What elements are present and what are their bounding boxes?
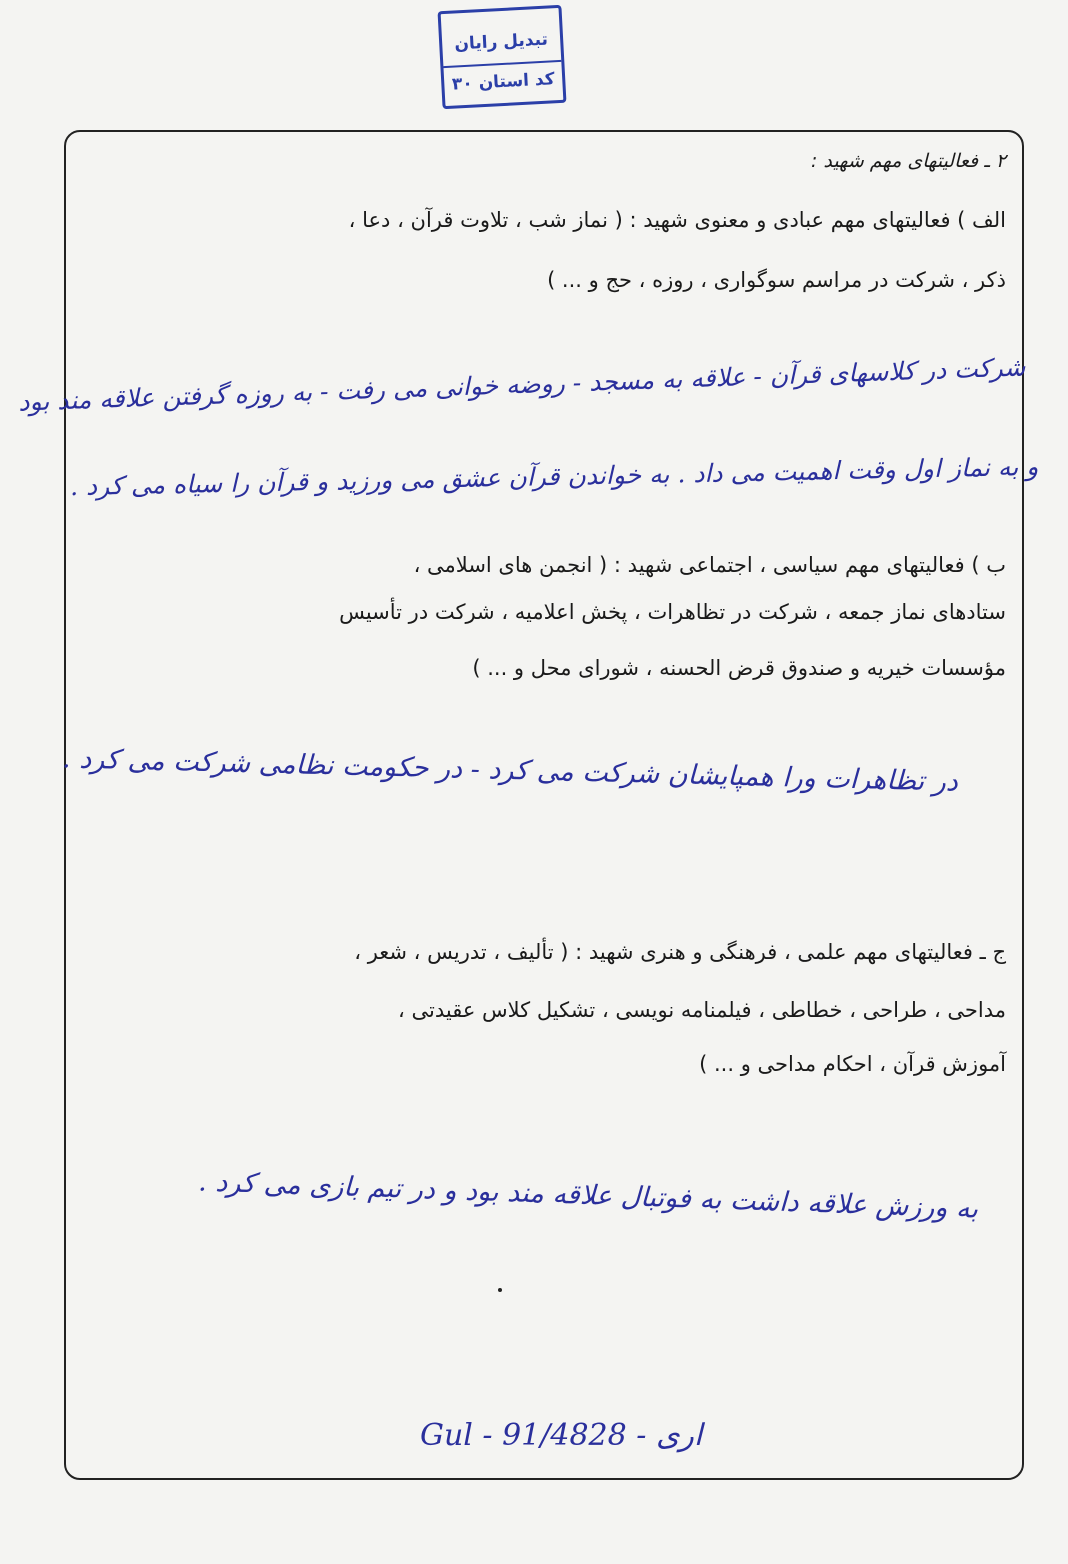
handwritten-note-a-2: و به نماز اول وقت اهمیت می داد . به خواندن قرآن عشق می ورزید و قرآن را سیاه می کرد . [69,451,1039,502]
handwritten-note-c-1: به ورزش علاقه داشت به فوتبال علاقه مند بود و در تیم بازی می کرد . [197,1166,979,1225]
handwritten-note-a-1: شرکت در کلاسهای قرآن - علاقه به مسجد - روضه خوانی می رفت - به روزه گرفتن علاقه مند بود [18,352,1027,417]
part-a-line-2: ذکر ، شرکت در مراسم سوگواری ، روزه ، حج و ... ) [547,268,1006,292]
part-a-line-1: الف ) فعالیتهای مهم عبادی و معنوی شهید : ( نماز شب ، تلاوت قرآن ، دعا ، [348,208,1006,232]
part-b-line-2: ستادهای نماز جمعه ، شرکت در تظاهرات ، پخش اعلامیه ، شرکت در تأسیس [339,600,1006,624]
stamp-line-1: تبدیل رایان [453,29,549,55]
part-b-line-3: مؤسسات خیریه و صندوق قرض الحسنه ، شورای محل و ... ) [472,656,1006,680]
handwritten-note-b-1: در تظاهرات ورا همپایشان شرکت می کرد - در حکومت نظامی شرکت می کرد . [61,743,959,798]
province-code-stamp [438,5,567,109]
ink-dot [498,1288,502,1292]
section-heading: ۲ ـ فعالیتهای مهم شهید : [810,150,1006,172]
part-c-line-1: ج ـ فعالیتهای مهم علمی ، فرهنگی و هنری شهید : ( تألیف ، تدریس ، شعر ، [354,940,1006,964]
stamp-line-2: کد استان ۳۰ [443,60,563,102]
part-c-line-2: مداحی ، طراحی ، خطاطی ، فیلمنامه نویسی ، تشکیل کلاس عقیدتی ، [398,998,1006,1022]
document-frame [61,130,1024,1480]
part-c-line-3: آموزش قرآن ، احکام مداحی و ... ) [699,1052,1006,1076]
part-b-line-1: ب ) فعالیتهای مهم سیاسی ، اجتماعی شهید : ( انجمن های اسلامی ، [413,553,1006,577]
handwritten-reference-code: Gul - 91/4828 - اری [420,1418,703,1453]
